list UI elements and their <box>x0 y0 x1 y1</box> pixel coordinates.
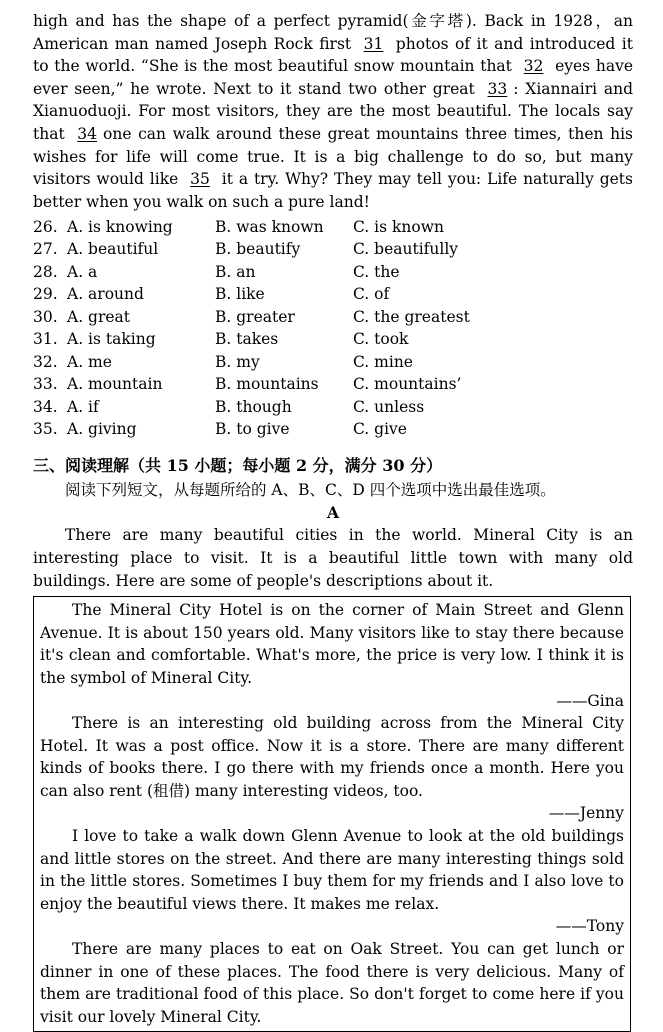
option-row <box>33 305 470 328</box>
blank-35: 35 <box>190 170 210 189</box>
question-number: 26. <box>33 217 58 236</box>
passage-text: photos of it and introduced it to the world. “She is the most beautiful snow mountain that <box>33 34 633 76</box>
option-b: B. to give <box>215 420 290 439</box>
option-b: B. was known <box>215 217 324 236</box>
option-a: A. mountain <box>67 375 163 394</box>
option-row <box>33 395 470 418</box>
option-b: B. takes <box>215 330 279 349</box>
blank-31: 31 <box>363 34 384 53</box>
option-row <box>33 350 470 373</box>
passage-text: one can walk around these great mountains three times, then his wishes for life will come true. It is a big challenge to do so, but many visitors would like <box>33 124 634 189</box>
option-c: C. beautifully <box>353 240 459 259</box>
description-author: ——Jenny <box>548 804 624 823</box>
question-number: 32. <box>33 352 58 371</box>
option-c: C. unless <box>353 397 425 416</box>
option-c: C. took <box>353 330 409 349</box>
option-b: B. mountains <box>215 375 319 394</box>
question-number: 27. <box>33 240 58 259</box>
option-b: B. though <box>215 397 292 416</box>
question-number: 30. <box>33 307 58 326</box>
option-c: C. mountains’ <box>353 375 462 394</box>
option-b: B. beautify <box>215 240 301 259</box>
option-row <box>33 260 470 283</box>
description-paragraph: The Mineral City Hotel is on the corner of Main Street and Glenn Avenue. It is about 150 years old. Many visitors like to stay there because it's clean and comfortable. What's more, the price is very low. I think it is the symbol of Mineral City. <box>40 601 624 687</box>
reading-intro: There are many beautiful cities in the world. Mineral City is an interesting place to visit. It is a beautiful little town with many old buildings. Here are some of people's descriptions about it. <box>33 526 633 590</box>
question-number: 28. <box>33 262 58 281</box>
option-c: C. give <box>353 420 407 439</box>
option-a: A. great <box>67 307 131 326</box>
passage-text: it a try. Why? They may tell you: Life naturally gets better when you walk on such a pure land! <box>33 170 633 211</box>
option-a: A. giving <box>67 420 137 439</box>
option-b: B. my <box>215 352 260 371</box>
section-instruction: 阅读下列短文，从每题所给的 A、B、C、D 四个选项中选出最佳选项。 <box>65 481 556 500</box>
question-number: 34. <box>33 397 58 416</box>
question-number: 31. <box>33 330 58 349</box>
option-a: A. me <box>67 352 112 371</box>
option-b: B. an <box>215 262 256 281</box>
option-row <box>33 215 470 238</box>
passage-text: high and has the shape of a perfect pyramid(金字塔). Back in 1928，an American man named Joseph Rock first <box>33 12 633 53</box>
option-row <box>33 418 470 441</box>
option-c: C. is known <box>353 217 444 236</box>
description-paragraph: I love to take a walk down Glenn Avenue to look at the old buildings and little stores on the street. And there are many interesting things sold in the little stores. Sometimes I buy them for my friends and I also love to enjoy the beautiful views there. It makes me relax. <box>40 827 624 913</box>
option-a: A. is taking <box>67 330 156 349</box>
option-c: C. the greatest <box>353 307 470 326</box>
option-a: A. around <box>67 285 144 304</box>
section-title: 三、阅读理解（共 15 小题；每小题 2 分，满分 30 分） <box>33 456 443 476</box>
option-a: A. if <box>67 397 99 416</box>
description-paragraph: There are many places to eat on Oak Street. You can get lunch or dinner in one of these places. The food there is very delicious. Many of them are traditional food of this place. So don't forget to come here if you visit our lovely Mineral City. <box>40 940 624 1026</box>
description-author: ——Tony <box>555 917 624 936</box>
option-c: C. mine <box>353 352 413 371</box>
description-paragraph: There is an interesting old building across from the Mineral City Hotel. It was a post office. Now it is a store. There are many different kinds of books there. I go there with my friends once a month. Here you can also rent (租借) many interesting videos, too. <box>40 714 624 800</box>
option-a: A. beautiful <box>67 240 159 259</box>
question-number: 35. <box>33 420 58 439</box>
options-table <box>33 215 470 440</box>
cloze-passage-end <box>33 10 633 213</box>
option-b: B. like <box>215 285 265 304</box>
part-label: A <box>326 503 340 523</box>
option-a: A. a <box>67 262 98 281</box>
option-row <box>33 328 470 351</box>
option-a: A. is knowing <box>67 217 173 236</box>
option-c: C. the <box>353 262 400 281</box>
option-row <box>33 373 470 396</box>
option-c: C. of <box>353 285 390 304</box>
option-row <box>33 238 470 261</box>
document-page <box>33 10 633 1032</box>
question-number: 33. <box>33 375 58 394</box>
blank-34: 34 <box>77 124 98 143</box>
option-b: B. greater <box>215 307 295 326</box>
blank-32: 32 <box>523 57 544 76</box>
description-author: ——Gina <box>556 691 624 710</box>
descriptions-box <box>33 596 631 1032</box>
passage-text: eyes have ever seen,” he wrote. Next to it stand two other great <box>33 57 633 98</box>
blank-33: 33 <box>487 79 508 98</box>
option-row <box>33 283 470 306</box>
passage-text: : Xiannairi and Xianuoduoji. For most visitors, they are the most beautiful. The locals say that <box>33 79 633 143</box>
question-number: 29. <box>33 285 58 304</box>
